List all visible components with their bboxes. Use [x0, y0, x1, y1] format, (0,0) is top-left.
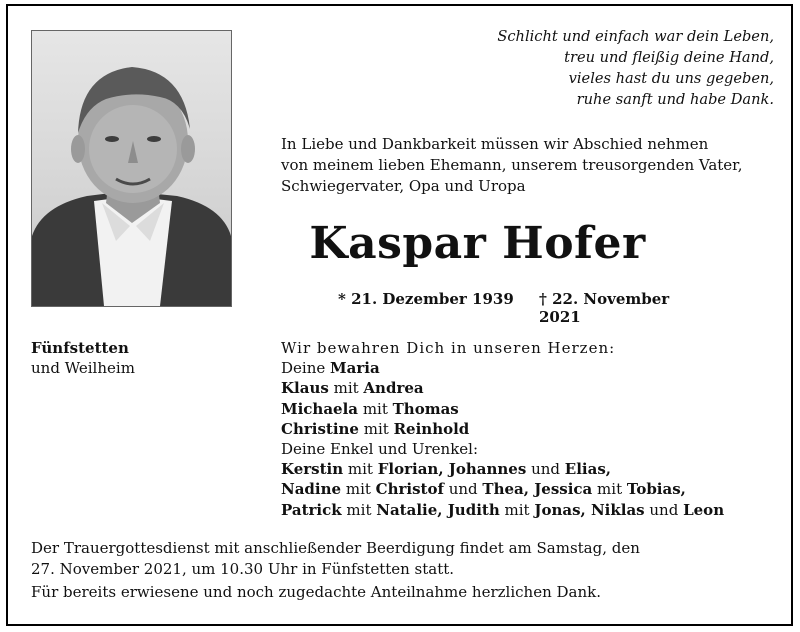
intro-line: In Liebe und Dankbarkeit müssen wir Abschied nehmen	[281, 135, 709, 153]
obituary-notice	[6, 4, 793, 626]
name-group: Christof	[375, 480, 444, 499]
child-line	[281, 378, 724, 398]
poem	[414, 26, 774, 110]
name-group: Florian, Johannes	[377, 460, 527, 479]
child-line	[281, 419, 724, 439]
wife-line	[281, 358, 724, 378]
grandchildren-line	[281, 479, 724, 499]
child-name: Michaela	[281, 399, 359, 418]
intro-line: von meinem lieben Ehemann, unserem treusorgenden Vater,	[281, 156, 743, 174]
service-line: 27. November 2021, um 10.30 Uhr in Fünfstetten statt.	[31, 560, 455, 578]
deceased-name: Kaspar Hofer	[309, 218, 646, 269]
grandchildren-line	[281, 500, 724, 520]
name-group: Leon	[683, 500, 725, 519]
family-list	[281, 338, 724, 520]
poem-line: Schlicht und einfach war dein Leben,	[497, 28, 774, 45]
joiner: und	[526, 460, 565, 479]
joiner: mit	[592, 480, 627, 499]
service-info	[31, 538, 781, 580]
child-name: Christine	[281, 419, 359, 438]
poem-line: treu und fleißig deine Hand,	[564, 49, 774, 66]
joiner: mit	[363, 419, 394, 438]
poem-line: vieles hast du uns gegeben,	[568, 70, 774, 87]
grandchildren-heading: Deine Enkel und Urenkel:	[281, 440, 479, 459]
portrait-photo	[31, 30, 232, 307]
intro-line: Schwiegervater, Opa und Uropa	[281, 177, 526, 195]
joiner: mit	[341, 480, 376, 499]
thanks-line: Für bereits erwiesene und noch zugedachte Anteilnahme herzlichen Dank.	[31, 583, 601, 601]
child-partner: Andrea	[363, 379, 424, 398]
joiner: und	[443, 480, 483, 499]
birth-date: * 21. Dezember 1939	[338, 290, 514, 308]
joiner: mit	[341, 500, 377, 519]
name-group: Natalie, Judith	[376, 500, 500, 519]
joiner: und	[644, 500, 684, 519]
family-lead: Wir bewahren Dich in unseren Herzen:	[281, 339, 616, 357]
name-group: Tobias,	[626, 480, 686, 499]
joiner: mit	[333, 379, 364, 398]
death-date: † 22. November 2021	[539, 290, 670, 326]
name-group: Patrick	[281, 500, 342, 519]
joiner: mit	[343, 460, 378, 479]
name-group: Nadine	[281, 480, 342, 499]
intro-text	[281, 134, 776, 197]
child-line	[281, 399, 724, 419]
place-city: Fünfstetten	[31, 339, 129, 357]
joiner: mit	[499, 500, 535, 519]
child-partner: Reinhold	[393, 419, 470, 438]
place-block	[31, 338, 135, 378]
service-line: Der Trauergottesdienst mit anschließender Beerdigung findet am Samstag, den	[31, 539, 640, 557]
child-name: Klaus	[281, 379, 329, 398]
grandchildren-line	[281, 459, 724, 479]
poem-line: ruhe sanft und habe Dank.	[576, 91, 774, 108]
name-group: Elias,	[564, 460, 611, 479]
wife-prefix: Deine	[281, 359, 331, 378]
name-group: Kerstin	[281, 460, 344, 479]
name-group: Jonas, Niklas	[534, 500, 645, 519]
place-second: und Weilheim	[31, 359, 135, 377]
wife-name: Maria	[330, 359, 380, 378]
joiner: mit	[362, 399, 393, 418]
child-partner: Thomas	[392, 399, 459, 418]
name-group: Thea, Jessica	[482, 480, 593, 499]
